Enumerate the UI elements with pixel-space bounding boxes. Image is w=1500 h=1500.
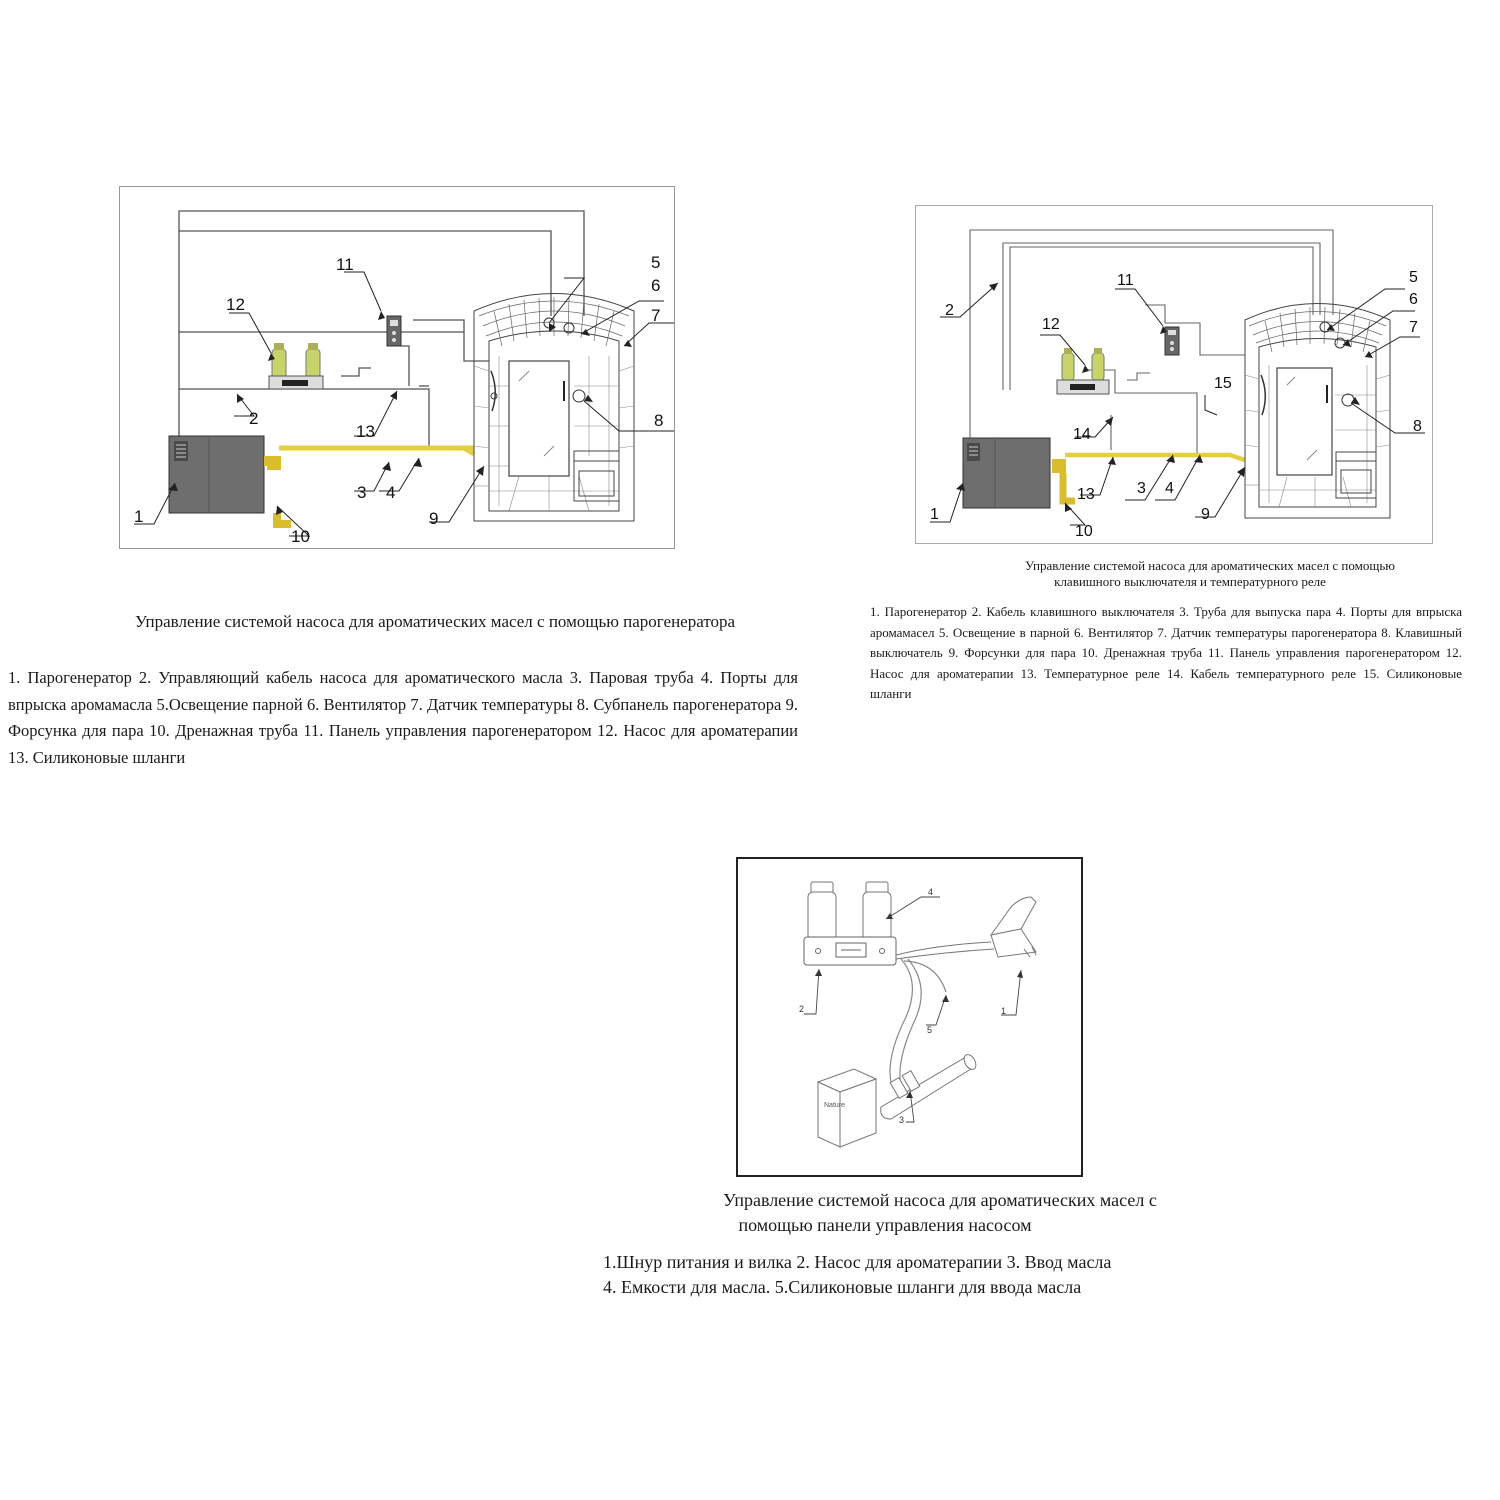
callout-10: 10 xyxy=(1075,523,1093,540)
diagram-2-caption xyxy=(990,558,1430,590)
diagram-3-caption xyxy=(690,1188,1190,1238)
diagram-3-legend-line-1: 1.Шнур питания и вилка 2. Насос для ароматерапии 3. Ввод масла xyxy=(603,1252,1112,1272)
diagram-3-legend xyxy=(603,1250,1203,1300)
callout-10: 10 xyxy=(291,527,310,546)
steam-generator-icon xyxy=(169,436,264,513)
diagram-2-caption-line-2: клавишного выключателя и температурного реле xyxy=(1054,574,1326,589)
diagram-2-svg xyxy=(915,205,1433,545)
callout-13: 13 xyxy=(1077,486,1095,503)
diagram-3 xyxy=(736,857,1083,1177)
callout-6: 6 xyxy=(1409,291,1418,308)
callout-15: 15 xyxy=(1214,375,1232,392)
callout-5: 5 xyxy=(651,253,661,272)
callout-7: 7 xyxy=(651,306,661,325)
callout-1: 1 xyxy=(1001,1006,1007,1016)
callout-13: 13 xyxy=(356,422,375,441)
callout-6: 6 xyxy=(651,276,661,295)
diagram-1-caption: Управление системой насоса для ароматических масел с помощью парогенератора xyxy=(135,612,736,631)
callout-9: 9 xyxy=(429,509,439,528)
callout-2: 2 xyxy=(799,1004,805,1014)
control-panel-icon xyxy=(1165,327,1179,355)
callout-11: 11 xyxy=(336,255,354,274)
callout-7: 7 xyxy=(1409,319,1418,336)
callout-4: 4 xyxy=(386,483,396,502)
callout-1: 1 xyxy=(134,507,144,526)
callout-11: 11 xyxy=(1117,272,1134,289)
diagram-1-svg xyxy=(119,186,675,550)
callout-4: 4 xyxy=(928,887,934,897)
callout-4: 4 xyxy=(1165,480,1174,497)
callout-12: 12 xyxy=(226,295,245,314)
pump-body-icon xyxy=(804,937,896,965)
callout-14: 14 xyxy=(1073,426,1091,443)
diagram-1-legend: 1. Парогенератор 2. Управляющий кабель насоса для ароматического масла 3. Паровая труба 4. Порты для впрыска аромамасла 5.Освещение парной 6. Вентилятор 7. Датчик температуры 8. Субпанель парогенератора 9. Форсунка для пара 10. Дренажная труба 11. Панель управления парогенератором 12. Насос для ароматерапии 13. Силиконовые шланги xyxy=(8,668,798,767)
callout-2: 2 xyxy=(249,409,259,428)
diagram-3-caption-line-2: помощью панели управления насосом xyxy=(738,1215,1032,1235)
callout-1: 1 xyxy=(930,506,939,523)
device-brand-label: Nature xyxy=(824,1102,846,1109)
diagram-2-caption-line-1: Управление системой насоса для ароматических масел с помощью xyxy=(1024,558,1396,573)
steam-generator-icon xyxy=(963,438,1050,508)
callout-5: 5 xyxy=(927,1025,933,1035)
callout-3: 3 xyxy=(357,483,367,502)
diagram-1 xyxy=(119,186,675,550)
callout-9: 9 xyxy=(1201,506,1210,523)
diagram-2 xyxy=(915,205,1433,545)
callout-8: 8 xyxy=(1413,418,1422,435)
callout-12: 12 xyxy=(1042,316,1060,333)
callout-2: 2 xyxy=(945,302,954,319)
diagram-2-legend: 1. Парогенератор 2. Кабель клавишного выключателя 3. Труба для выпуска пара 4. Порты для впрыска аромамасел 5. Освещение в парной 6. Вентилятор 7. Датчик температуры парогенератора 8. Клавишный выключатель 9. Форсунки для пара 10. Дренажная труба 11. Панель управления парогенератором 12. Насос для ароматерапии 13. Температурное реле 14. Кабель температурного реле 15. Силиконовые шланги xyxy=(870,604,1462,701)
control-panel-icon xyxy=(387,316,401,346)
diagram-3-svg xyxy=(736,857,1083,1177)
callout-3: 3 xyxy=(1137,480,1146,497)
callout-8: 8 xyxy=(654,411,664,430)
callout-3: 3 xyxy=(899,1115,905,1125)
diagram-3-legend-line-2: 4. Емкости для масла. 5.Силиконовые шланги для ввода масла xyxy=(603,1277,1082,1297)
pump-control-box-icon xyxy=(818,1069,876,1147)
diagram-3-caption-line-1: Управление системой насоса для ароматических масел с xyxy=(723,1190,1157,1210)
callout-5: 5 xyxy=(1409,269,1418,286)
